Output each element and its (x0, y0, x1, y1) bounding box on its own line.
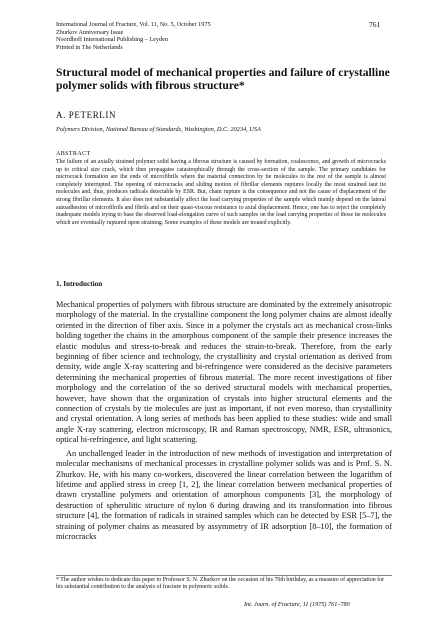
section-heading: 1. Introduction (56, 280, 103, 288)
printed-line: Printed in The Netherlands (56, 43, 123, 51)
journal-citation: Int. Journ. of Fracture, 11 (1975) 761–780 (244, 601, 350, 608)
section-body (56, 300, 392, 545)
publisher-line: Noordhoff International Publishing – Leyden (56, 36, 168, 44)
body-paragraph: An unchallenged leader in the introduction of new methods of investigation and interpretation of molecular mechanisms of mechanical processes in crystalline polymer solids was and is Prof. S. N. Zhurkov. He, with his many co-workers, discovered the linear correlation between the logarithm of lifetime and applied stress in creep [1, 2], the linear correlation between mechanical properties of drawn crystalline polymers and orientation of amorphous components [3], the morphology of destruction of spherulitic structure of nylon 6 during drawing and its transformation into fibrous structure [4], the formation of radicals in strained samples which can be detected by ESR [5–7], the straining of polymer chains as measured by assymmetry of IR adsorption [8–10], the formation of microcracks (56, 448, 392, 541)
author-name: A. PETERLIN (56, 110, 117, 120)
footnote-rule (56, 575, 392, 576)
journal-header (56, 21, 396, 51)
issue-line: Zhurkov Anniversary Issue (56, 28, 124, 36)
author-affiliation: Polymers Division, National Bureau of Standards, Washington, D.C. 20234, USA (56, 126, 261, 133)
page-number: 761 (369, 20, 381, 29)
journal-line: International Journal of Fracture, Vol. 11, No. 5, October 1975 (56, 21, 211, 28)
article-title: Structural model of mechanical properties and failure of crystalline polymer solids with fibrous structure* (56, 66, 390, 93)
footnote: * The author wishes to dedicate this paper to Professor S. N. Zhurkov on the occasion of his 70th birthday, as a measure of appreciation for his substantial contribution to the analysis of fracture in polymeric solids. (56, 577, 384, 591)
abstract-heading: ABSTRACT (56, 151, 91, 157)
body-paragraph: Mechanical properties of polymers with fibrous structure are dominated by the extremely anisotropic morphology of the material. In the crystalline component the long polymer chains are almost ideally oriented in the direction of fiber axis. Since in a polymer the crystals act as mechanical cross-links holding together the chains in the amorphous component of the sample their presence increases the elastic modulus and stress-to-break and reduces the strain-to-break. Therefore, from the early beginning of fiber science and technology, the crystallinity and crystal orientation as derived from density, wide angle X-ray scattering and bi-refringence were considered as the decisive parameters determining the mechanical properties of fibrous material. The more recent investigations of fiber morphology and the correlation of the so derived structural models with mechanical properties, however, have shown that the organization of crystals into higher structural elements and the connection of crystals by tie molecules are just as important, if not even moreso, than crystallinity and crystal orientation. A long series of methods has been applied to these studies: wide and small angle X-ray scattering, electron microscopy, IR and Raman spectroscopy, NMR, ESR, ultrasonics, optical bi-refringence, and light scattering. (56, 300, 392, 445)
abstract-text: The failure of an axially strained polymer solid having a fibrous structure is caused by formation, coalescence, and growth of microcracks up to critical size crack, which then propagates catastrophically through the cross-section of the sample. The primary candidates for microcrack formation are the ends of microfibrils where the material connection by tie molecules to the rest of the sample is almost completely interrupted. The opening of microcracks and sliding motion of fibrillar elements ruptures locally the most strained taut tie molecules and, thus, produces radicals detectable by ESR. But, chain rupture is the consequence and not the cause of displacement of the strong fibrillar elements. It also does not substantially affect the load carrying properties of the sample which mainly depend on the lateral autoadhesion of microfibrils and fibrils and on their quasi-viscous resistance to axial displacement. Hence, one has to reject the completely inadequate models trying to base the observed load-elongation curve of such samples on the load carrying properties of those tie molecules which are eventually ruptured upon straining. Some examples of these models are treated explicitly. (56, 159, 386, 226)
